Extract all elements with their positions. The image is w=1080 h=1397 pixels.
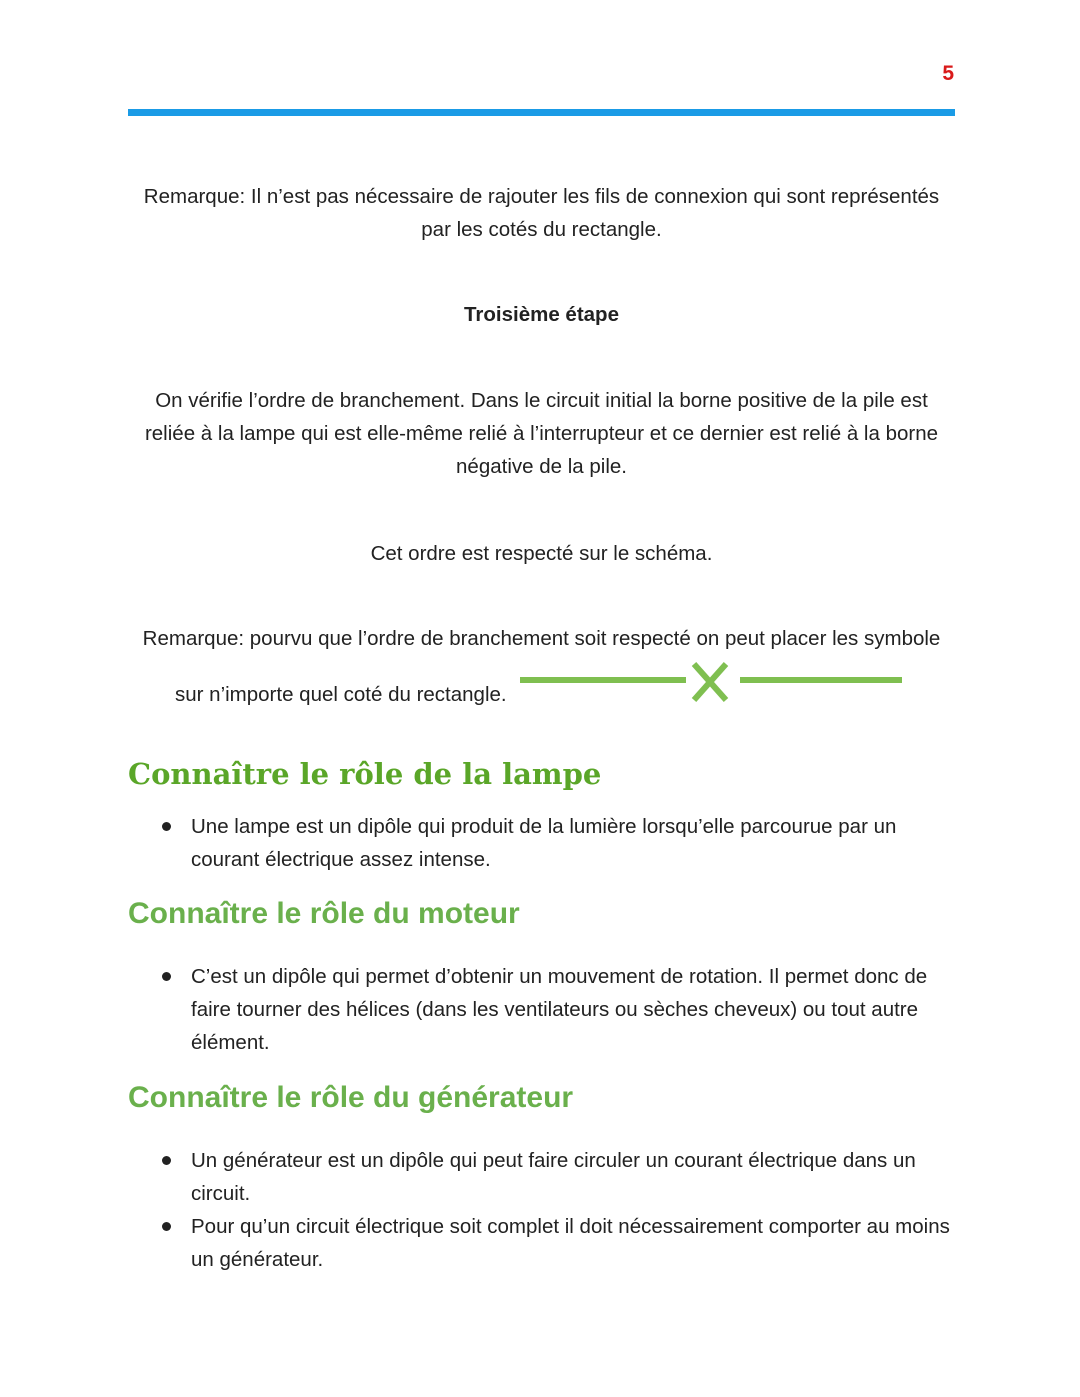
list-item-text: Pour qu’un circuit électrique soit complet il doit nécessairement comporter au moins un générateur. (191, 1215, 950, 1271)
bullet-list-moteur (160, 960, 950, 1059)
remarque-fils: Remarque: Il n’est pas nécessaire de rajouter les fils de connexion qui sont représentés par les cotés du rectangle. (143, 185, 940, 241)
list-item-text: C’est un dipôle qui permet d’obtenir un mouvement de rotation. Il permet donc de faire tourner des hélices (dans les ventilateurs ou sèches cheveux) ou tout autre élément. (191, 965, 928, 1054)
list-item-text: Un générateur est un dipôle qui peut faire circuler un courant électrique dans un circuit. (191, 1149, 916, 1205)
bullet-icon (162, 822, 171, 831)
step-title: Troisième étape (464, 303, 619, 326)
bullet-icon (162, 1156, 171, 1165)
list-item (160, 960, 950, 1059)
list-item (160, 1144, 950, 1210)
bullet-icon (162, 972, 171, 981)
section-title-lampe: Connaître le rôle de la lampe (128, 757, 602, 791)
bullet-icon (162, 1222, 171, 1231)
ordre-respecte: Cet ordre est respecté sur le schéma. (370, 542, 713, 565)
list-item (160, 810, 950, 876)
bullet-list-lampe (160, 810, 950, 876)
section-title-generateur: Connaître le rôle du générateur (128, 1081, 574, 1114)
header-rule (128, 109, 955, 116)
section-title-moteur: Connaître le rôle du moteur (128, 897, 520, 930)
verification-paragraph: On vérifie l’ordre de branchement. Dans le circuit initial la borne positive de la pile est reliée à la lampe qui est elle-même relié à l’interrupteur et ce dernier est relié à la borne négative de la pile. (144, 389, 939, 478)
list-item-text: Une lampe est un dipôle qui produit de la lumière lorsqu’elle parcourue par un courant électrique assez intense. (191, 815, 897, 871)
remarque-symbole-line1: Remarque: pourvu que l’ordre de branchement soit respecté on peut placer les symbole (142, 627, 941, 650)
list-item (160, 1210, 950, 1276)
remarque-symbole-line2: sur n’importe quel coté du rectangle. (175, 683, 507, 706)
bullet-list-generateur (160, 1144, 950, 1276)
page-number: 5 (942, 62, 954, 85)
lamp-symbol-icon (518, 660, 904, 704)
